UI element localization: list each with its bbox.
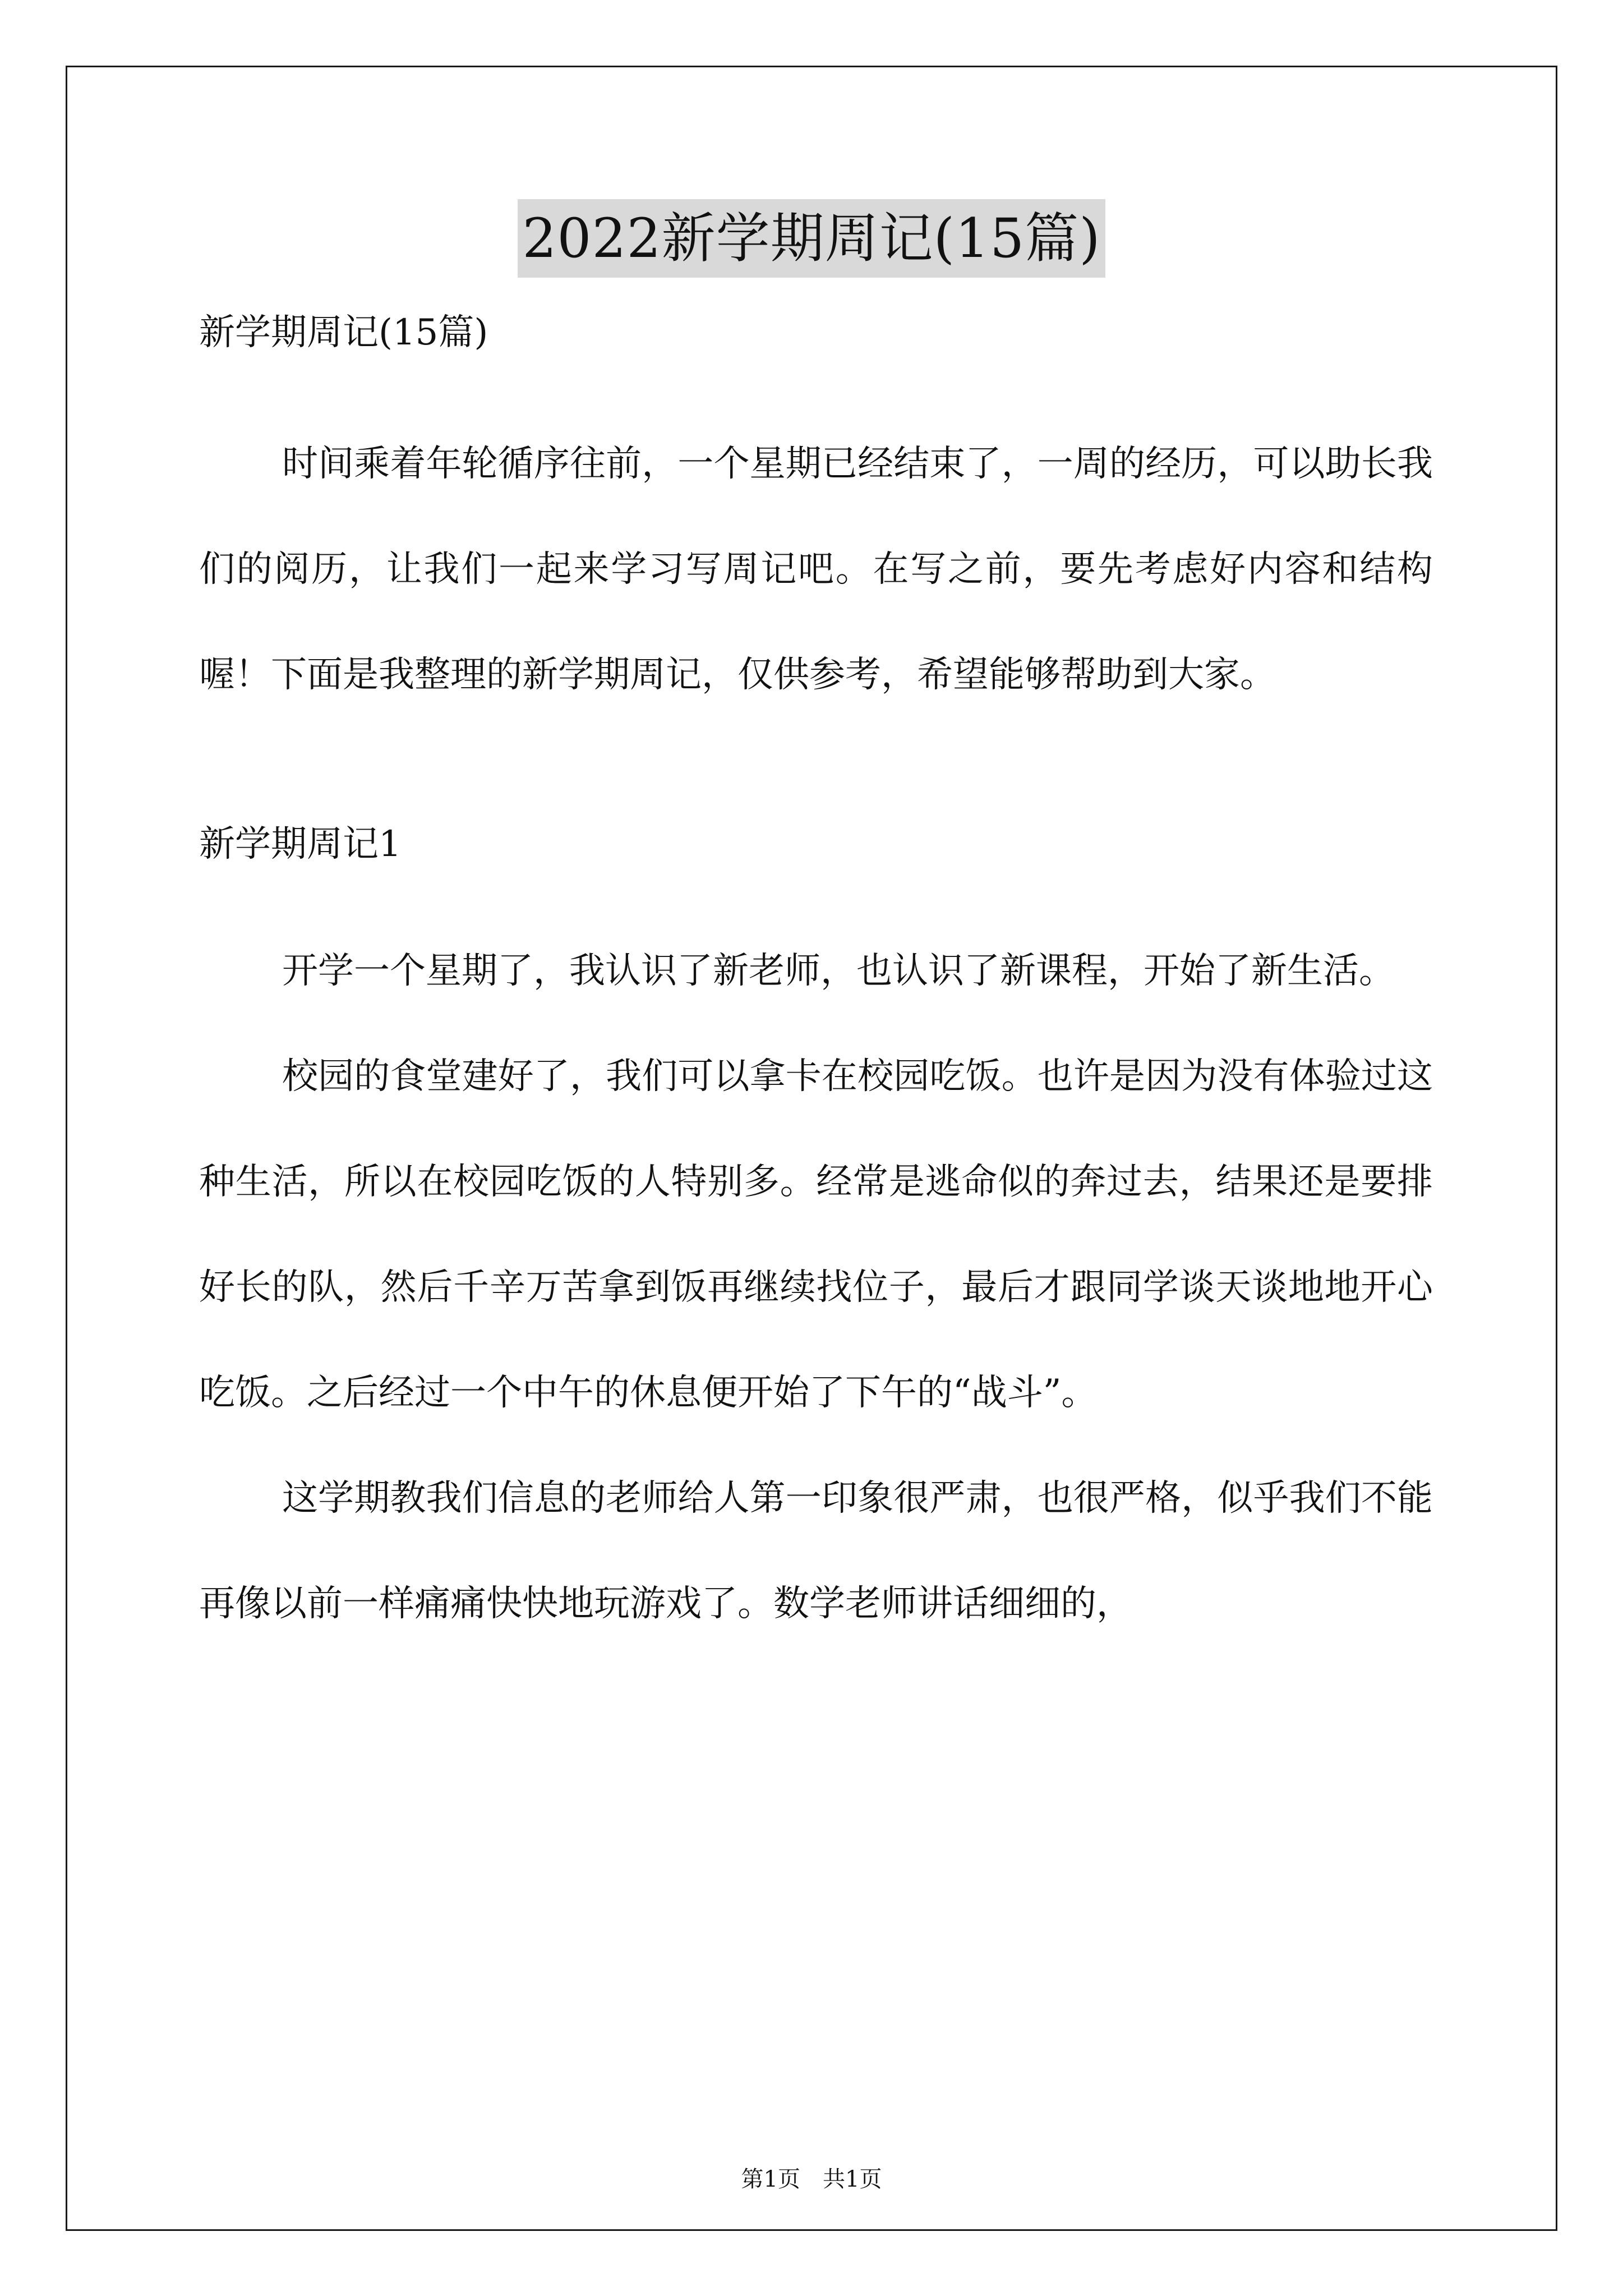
spacer: [199, 871, 1433, 918]
body-paragraph: 这学期教我们信息的老师给人第一印象很严肃，也很严格，似乎我们不能再像以前一样痛痛快快地玩游戏了。数学老师讲话细细的，: [199, 1478, 1433, 1625]
intro-paragraph: 时间乘着年轮循序往前，一个星期已经结束了，一周的经历，可以助长我们的阅历，让我们一起来学习写周记吧。在写之前，要先考虑好内容和结构喔！下面是我整理的新学期周记，仅供参考，希望能够帮助到大家。: [199, 443, 1433, 696]
spacer: [199, 360, 1433, 411]
document-subtitle: 新学期周记(15篇): [199, 312, 488, 353]
body-paragraph: 校园的食堂建好了，我们可以拿卡在校园吃饭。也许是因为没有体验过这种生活，所以在校园吃饭的人特别多。经常是逃命似的奔过去，结果还是要排好长的队，然后千辛万苦拿到饭再继续找位子，最后才跟同学谈天谈地地开心吃饭。之后经过一个中午的休息便开始了下午的“战斗”。: [199, 1056, 1433, 1414]
title-container: [0, 199, 1623, 278]
document-body: [199, 306, 1433, 1657]
spacer: [199, 728, 1433, 817]
page-number-total: 共1页: [823, 2166, 882, 2192]
document-title: 2022新学期周记(15篇): [518, 199, 1105, 278]
page-number-current: 第1页: [741, 2166, 800, 2192]
section-heading: 新学期周记1: [199, 823, 402, 865]
body-paragraph: 开学一个星期了，我认识了新老师，也认识了新课程，开始了新生活。: [282, 950, 1395, 992]
page-footer: [0, 2162, 1623, 2196]
